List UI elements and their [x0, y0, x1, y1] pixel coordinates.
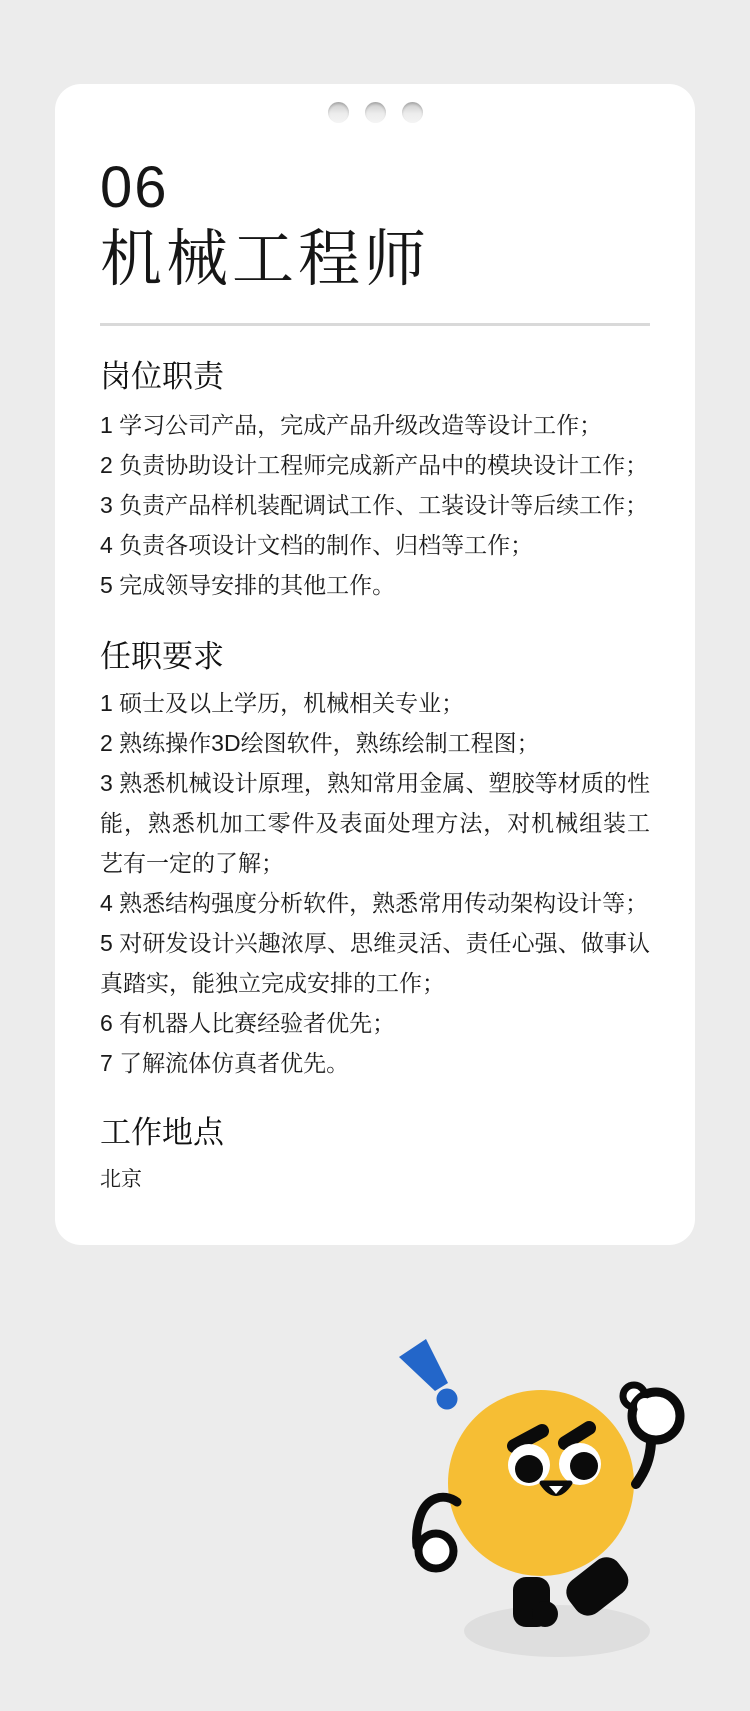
mascot-left-pupil — [515, 1455, 543, 1483]
divider — [100, 323, 650, 326]
window-dot-icon — [365, 102, 386, 123]
requirements-list — [100, 683, 650, 1083]
exclamation-icon — [399, 1339, 458, 1410]
mascot-right-glove — [623, 1385, 680, 1440]
duties-heading: 岗位职责 — [100, 359, 224, 394]
list-item: 3 熟悉机械设计原理，熟知常用金属、塑胶等材质的性能，熟悉机加工零件及表面处理方法，对机械组装工艺有一定的了解； — [100, 770, 650, 876]
list-item: 5 完成领导安排的其他工作。 — [100, 572, 396, 598]
list-item: 3 负责产品样机装配调试工作、工装设计等后续工作； — [100, 492, 649, 518]
list-item: 4 熟悉结构强度分析软件，熟悉常用传动架构设计等； — [100, 890, 649, 916]
list-item: 2 负责协助设计工程师完成新产品中的模块设计工作； — [100, 452, 649, 478]
job-title: 机械工程师 — [100, 225, 431, 294]
list-item: 4 负责各项设计文档的制作、归档等工作； — [100, 532, 534, 558]
list-item: 1 硕士及以上学历，机械相关专业； — [100, 690, 465, 716]
list-item: 1 学习公司产品，完成产品升级改造等设计工作； — [100, 412, 603, 438]
mascot-right-arm — [636, 1443, 651, 1484]
window-dot-icon — [328, 102, 349, 123]
mascot-illustration — [395, 1330, 695, 1665]
location-value: 北京 — [100, 1168, 142, 1191]
requirements-heading: 任职要求 — [100, 639, 224, 674]
window-dot-icon — [402, 102, 423, 123]
mascot-left-foot — [513, 1577, 558, 1627]
card-content — [55, 155, 695, 1195]
list-item: 7 了解流体仿真者优先。 — [100, 1050, 350, 1076]
list-item: 2 熟练操作3D绘图软件，熟练绘制工程图； — [100, 730, 540, 756]
duties-list — [100, 405, 650, 605]
location-heading: 工作地点 — [100, 1115, 224, 1150]
job-card — [55, 84, 695, 1245]
job-number: 06 — [100, 155, 169, 220]
mascot-left-glove — [419, 1534, 454, 1569]
window-dots — [55, 102, 695, 123]
list-item: 6 有机器人比赛经验者优先； — [100, 1010, 396, 1036]
list-item: 5 对研发设计兴趣浓厚、思维灵活、责任心强、做事认真踏实，能独立完成安排的工作； — [100, 930, 650, 996]
mascot-right-pupil — [570, 1452, 598, 1480]
